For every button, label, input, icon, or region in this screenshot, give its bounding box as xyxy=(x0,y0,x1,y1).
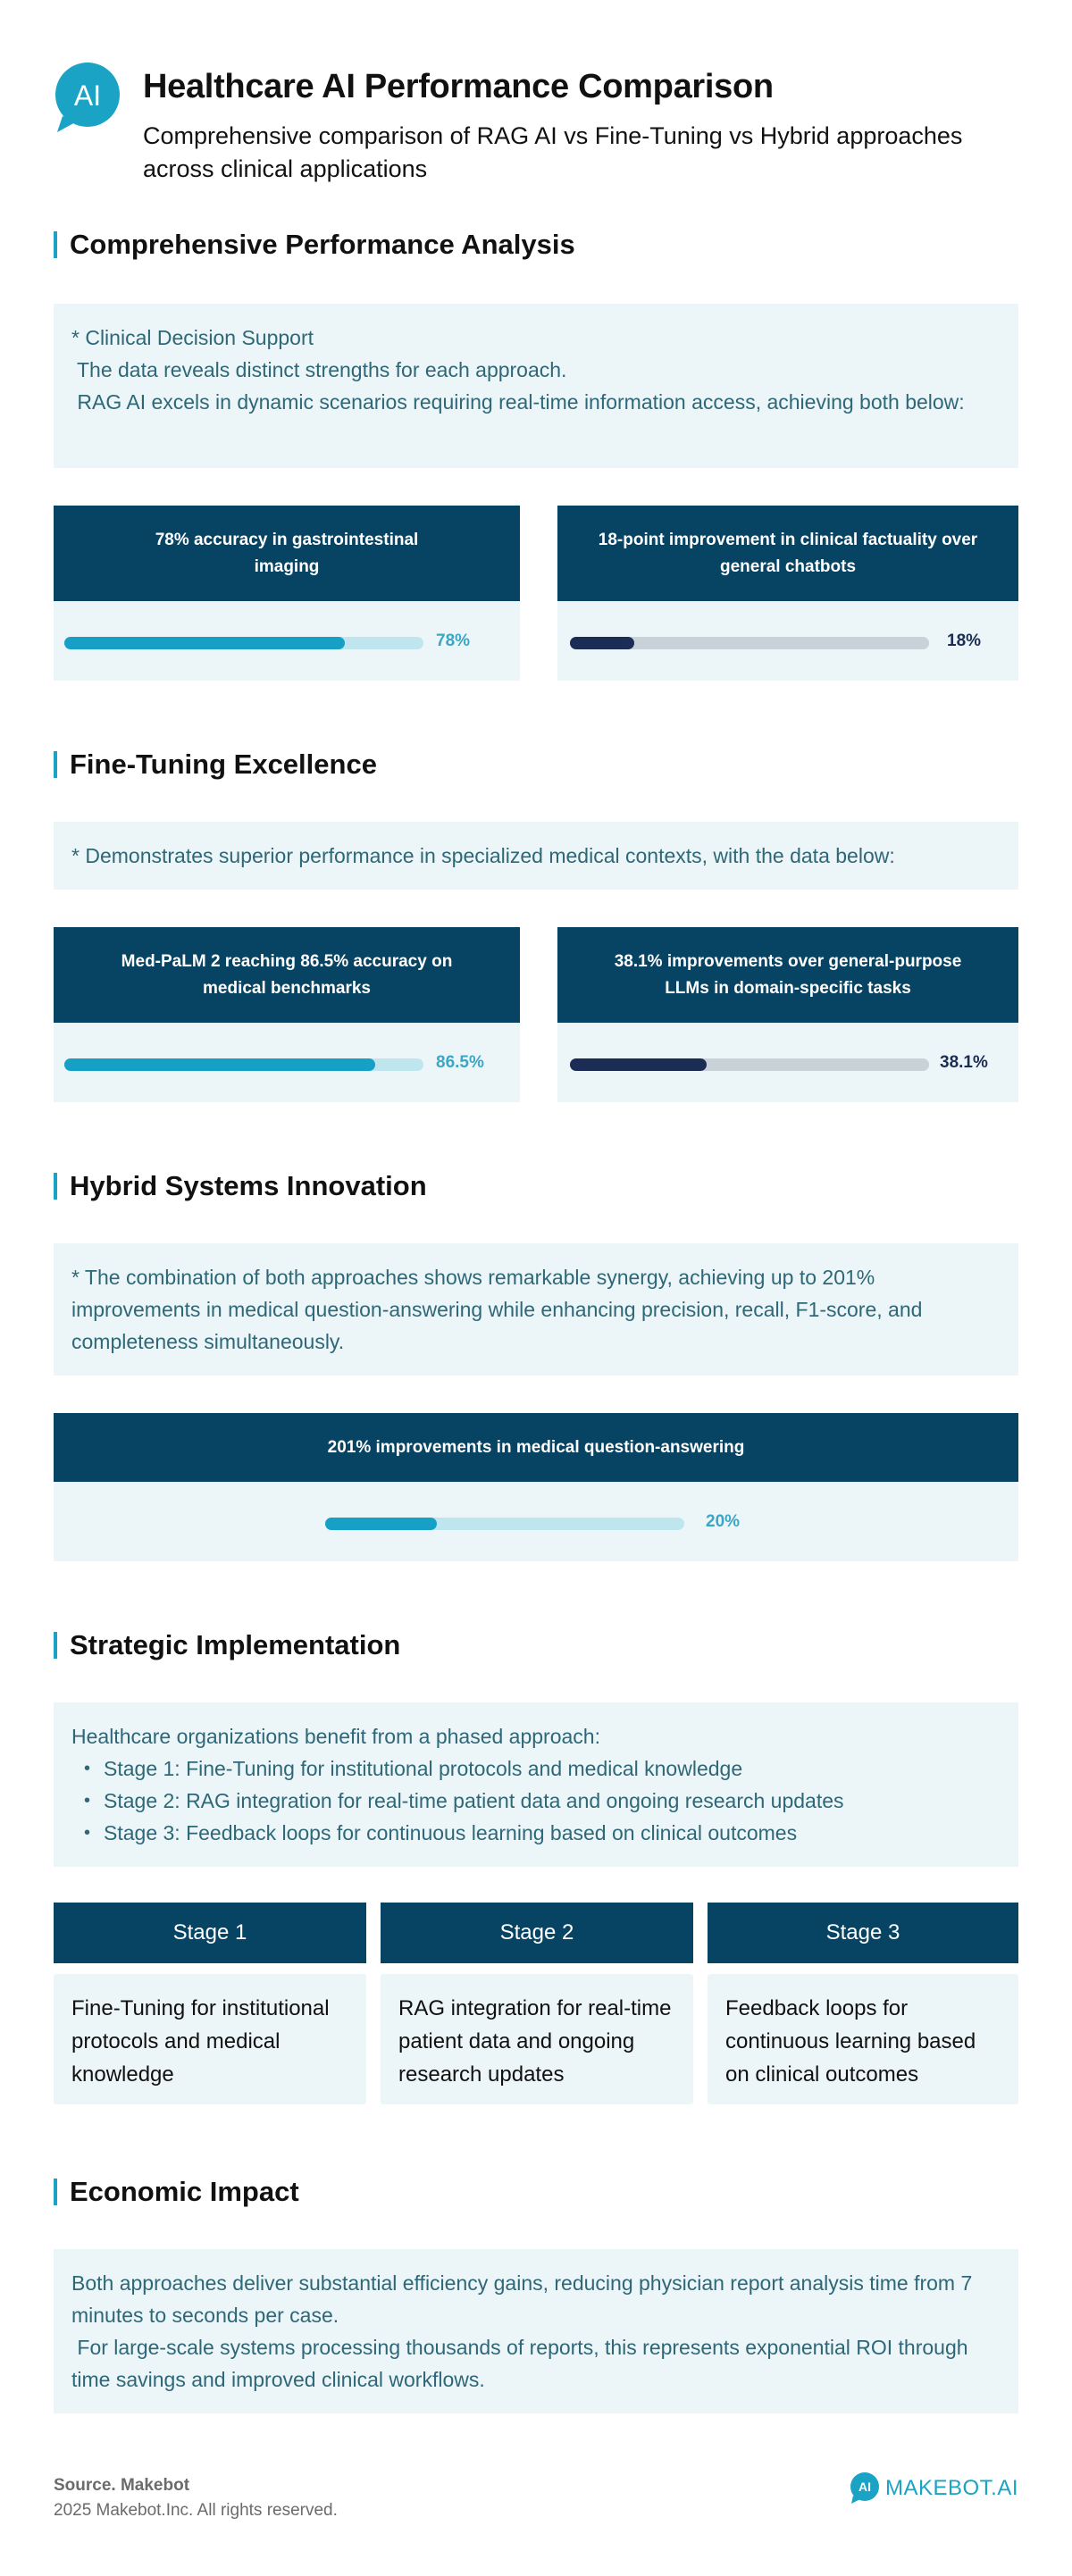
strategy-bullet-list xyxy=(71,1752,1001,1849)
stat-card-header xyxy=(557,927,1018,1023)
footer-brand-logo xyxy=(850,2472,1018,2505)
note-line: The data reveals distinct strengths for each approach. xyxy=(71,358,567,381)
bar-track xyxy=(325,1518,684,1530)
stat-bar xyxy=(54,1023,520,1101)
stat-bar xyxy=(557,601,1018,680)
finetuning-note: * Demonstrates superior performance in specialized medical contexts, with the data below: xyxy=(54,822,1018,890)
bar-fill xyxy=(570,637,634,649)
stage-1-header: Stage 1 xyxy=(54,1903,366,1963)
stat-card-label: 38.1% improvements over general-purpose LLMs in domain-specific tasks xyxy=(614,951,962,998)
stat-card-header xyxy=(54,1413,1018,1482)
bar-fill xyxy=(570,1058,707,1071)
stat-bar xyxy=(557,1023,1018,1101)
stage-2-body: RAG integration for real-time patient data and ongoing research updates xyxy=(381,1974,693,2104)
note-line: * Clinical Decision Support xyxy=(71,326,314,349)
bar-track xyxy=(570,1058,929,1071)
performance-note xyxy=(54,304,1018,468)
section-title-finetuning: Fine-Tuning Excellence xyxy=(54,749,377,781)
stat-card-label: 78% accuracy in gastrointestinal imaging xyxy=(155,530,419,576)
bar-value-label: 20% xyxy=(706,1512,741,1531)
stage-3-header: Stage 3 xyxy=(708,1903,1018,1963)
stat-bar xyxy=(54,601,520,680)
stat-card-header xyxy=(54,927,520,1023)
stage-3-body: Feedback loops for continuous learning based on clinical outcomes xyxy=(708,1974,1018,2104)
strategy-intro: Healthcare organizations benefit from a phased approach: xyxy=(71,1725,600,1748)
stat-card-label: 18-point improvement in clinical factuality over general chatbots xyxy=(598,530,978,576)
list-item: • Stage 2: RAG integration for real-time patient data and ongoing research updates xyxy=(71,1785,1001,1817)
bar-fill xyxy=(64,637,345,649)
stat-card xyxy=(54,927,520,1102)
note-line: Both approaches deliver substantial efficiency gains, reducing physician report analysis time from 7 minutes to seconds per case. xyxy=(71,2271,973,2327)
note-line: For large-scale systems processing thousands of reports, this represents exponential ROI through time savings and improved clinical workflows. xyxy=(71,2336,974,2391)
stat-bar xyxy=(54,1482,1018,1560)
page-subtitle: Comprehensive comparison of RAG AI vs Fine-Tuning vs Hybrid approaches across clinical applications xyxy=(143,122,963,182)
bar-track xyxy=(64,1058,423,1071)
list-item: • Stage 3: Feedback loops for continuous learning based on clinical outcomes xyxy=(71,1817,1001,1849)
bar-track xyxy=(570,637,929,649)
economic-note xyxy=(54,2249,1018,2413)
section-title-strategy: Strategic Implementation xyxy=(54,1629,400,1661)
hybrid-note: * The combination of both approaches shows remarkable synergy, achieving up to 201% improvements in medical question-answering while enhancing precision, recall, F1-score, and completeness simultaneously. xyxy=(54,1243,1018,1376)
note-line: RAG AI excels in dynamic scenarios requiring real-time information access, achieving both below: xyxy=(71,390,965,414)
bar-value-label: 38.1% xyxy=(940,1053,988,1072)
footer-brand-name: MAKEBOT.AI xyxy=(884,2476,1018,2500)
ai-logo-icon xyxy=(54,63,121,134)
stat-card xyxy=(557,927,1018,1102)
stat-card xyxy=(54,506,520,681)
strategy-note xyxy=(54,1702,1018,1867)
list-item: • Stage 1: Fine-Tuning for institutional protocols and medical knowledge xyxy=(71,1752,1001,1785)
section-title-performance: Comprehensive Performance Analysis xyxy=(54,229,575,261)
stat-card-label: Med-PaLM 2 reaching 86.5% accuracy on medical benchmarks xyxy=(121,951,453,998)
svg-text:AI: AI xyxy=(858,2480,871,2494)
bar-value-label: 86.5% xyxy=(436,1053,484,1072)
stage-2-header: Stage 2 xyxy=(381,1903,693,1963)
brand-badge-icon xyxy=(850,2472,880,2505)
svg-text:AI: AI xyxy=(73,79,102,112)
stat-card-label: 201% improvements in medical question-answering xyxy=(327,1437,745,1457)
footer-copyright: 2025 Makebot.Inc. All rights reserved. xyxy=(54,2501,338,2520)
section-title-hybrid: Hybrid Systems Innovation xyxy=(54,1170,427,1202)
header xyxy=(54,63,1018,197)
bar-track xyxy=(64,637,423,649)
bar-value-label: 78% xyxy=(436,631,471,650)
stage-1-body: Fine-Tuning for institutional protocols and medical knowledge xyxy=(54,1974,366,2104)
stat-card-header xyxy=(54,506,520,601)
bar-fill xyxy=(64,1058,375,1071)
bar-fill xyxy=(325,1518,437,1530)
section-title-economic: Economic Impact xyxy=(54,2176,299,2208)
page-title: Healthcare AI Performance Comparison xyxy=(143,68,774,105)
stat-card-header xyxy=(557,506,1018,601)
stat-card xyxy=(557,506,1018,681)
stat-card xyxy=(54,1413,1018,1561)
bar-value-label: 18% xyxy=(947,631,982,650)
footer-source: Source. Makebot xyxy=(54,2476,190,2495)
